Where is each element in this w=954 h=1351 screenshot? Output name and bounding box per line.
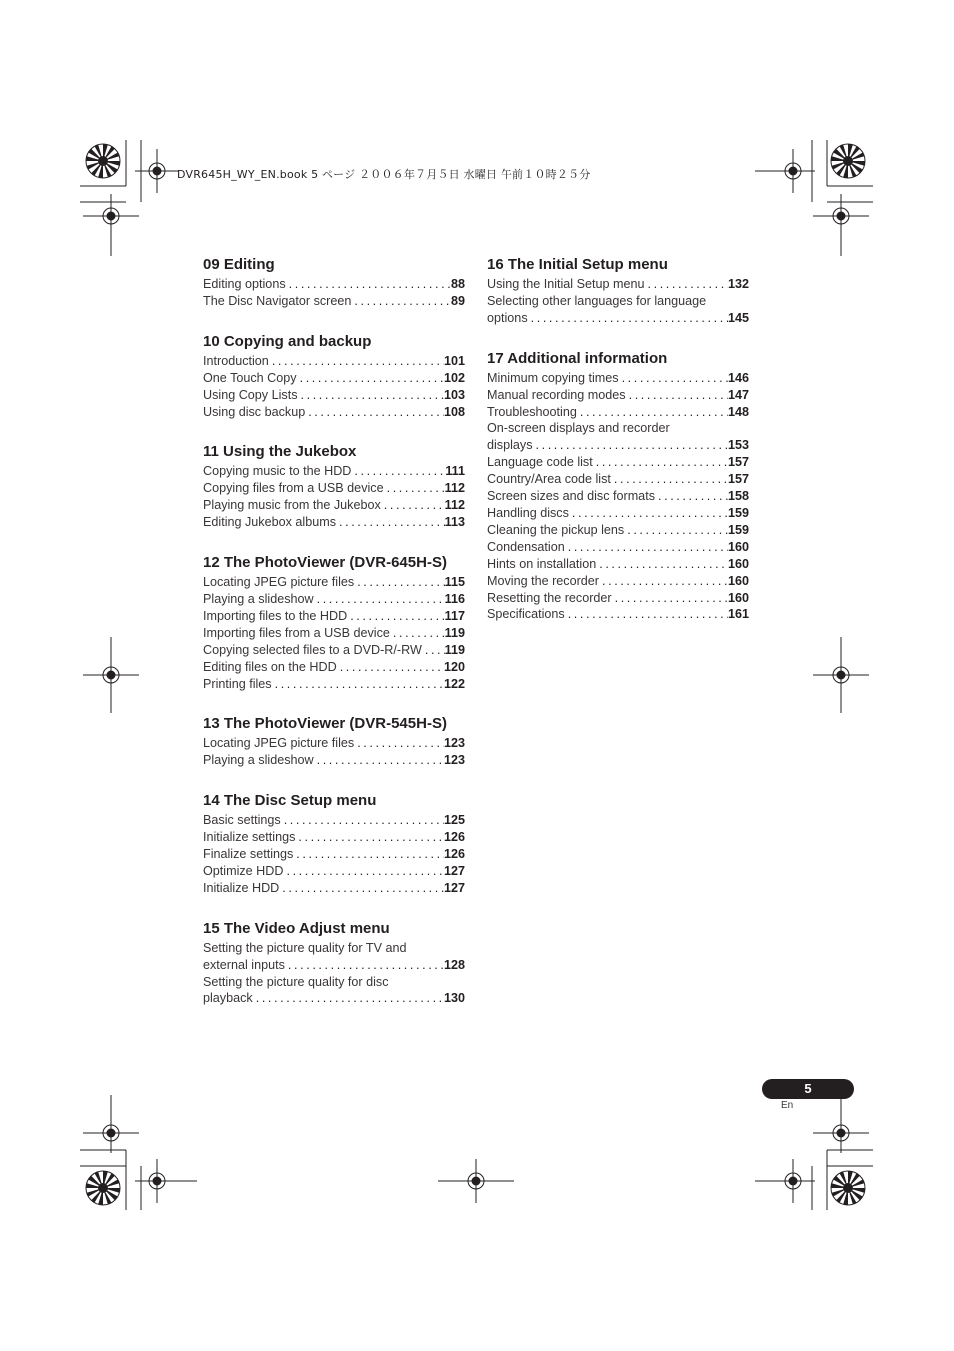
entry-label: Playing music from the Jukebox [203,498,381,513]
dot-leader [619,370,728,387]
toc-entry [487,590,749,607]
toc-entry [487,539,749,556]
page-language: En [781,1100,794,1111]
dot-leader [596,556,728,573]
entry-label: Using Copy Lists [203,387,298,402]
toc-entry [203,812,465,829]
toc-entry [203,497,465,514]
entry-page-number: 157 [727,472,749,487]
toc-entry [203,940,465,974]
dot-leader [314,752,444,769]
section-title: 11 Using the Jukebox [203,443,357,461]
entry-page-number: 101 [443,353,465,368]
dot-leader [314,591,445,608]
entry-label: Locating JPEG picture files [203,736,355,751]
entry-label: Editing options [203,277,286,291]
entry-label: One Touch Copy [203,370,297,385]
entry-label-line1: Setting the picture quality for disc [203,974,389,989]
dot-leader [269,353,444,370]
entry-label: Using the Initial Setup menu [487,277,645,291]
entry-page-number: 148 [727,404,749,419]
toc-entry [203,404,465,421]
toc-entry [203,608,465,625]
section-title: 12 The PhotoViewer (DVR-645H-S) [203,554,447,572]
toc-section [487,350,749,624]
toc-entry [203,829,465,846]
entry-page-number: 127 [443,880,465,895]
dot-leader [626,387,728,404]
toc-entry [203,387,465,404]
page-number-badge: 5 [762,1079,854,1099]
toc-entry [487,488,749,505]
toc-entry [203,514,465,531]
entry-label: Handling discs [487,505,569,520]
entry-label: Editing files on the HDD [203,659,337,674]
toc-section [203,920,465,1008]
toc-section [203,256,465,310]
entry-label: options [487,310,528,325]
entry-page-number: 157 [727,455,749,470]
dot-leader [295,829,444,846]
entry-label: Minimum copying times [487,370,619,385]
toc-section [203,443,465,531]
entry-page-number: 103 [443,387,465,402]
dot-leader [253,990,444,1007]
dot-leader [293,846,444,863]
entry-page-number: 158 [727,489,749,504]
entry-page-number: 122 [443,676,465,691]
entry-page-number: 119 [444,625,465,640]
entry-label: Manual recording modes [487,387,626,402]
toc-left-column [203,256,465,1030]
toc-entry [203,276,465,293]
entry-label: Finalize settings [203,847,294,862]
dot-leader [337,659,444,676]
entry-label: Using disc backup [203,404,306,419]
entry-label: Specifications [487,607,565,622]
entry-page-number: 123 [443,736,465,751]
dot-leader [645,276,728,293]
toc-section [203,792,465,897]
entry-label: Basic settings [203,813,281,828]
toc-section [203,333,465,421]
entry-label: Optimize HDD [203,863,284,878]
entry-page-number: 127 [443,863,465,878]
entry-label: The Disc Navigator screen [203,293,352,308]
toc-entry [203,974,465,1008]
entry-label: Editing Jukebox albums [203,515,337,530]
dot-leader [565,606,728,623]
toc-entry [487,454,749,471]
entry-label: Initialize settings [203,830,296,845]
section-title: 09 Editing [203,256,275,273]
entry-label: Resetting the recorder [487,590,612,605]
entry-page-number: 113 [444,515,465,530]
section-title: 15 The Video Adjust menu [203,919,390,937]
entry-page-number: 126 [443,847,465,862]
entry-page-number: 112 [444,481,465,496]
toc-entry [203,676,465,693]
toc-entry [487,556,749,573]
toc-entry [203,463,465,480]
entry-label: Copying files from a USB device [203,481,384,496]
entry-page-number: 116 [444,591,465,606]
toc-entry [487,404,749,421]
toc-entry [203,880,465,897]
file-header-line: DVR645H_WY_EN.book 5 ページ ２００６年７月５日 水曜日 午前１０時２５分 [177,168,591,181]
toc-right-column [487,256,749,646]
toc-entry [487,420,749,454]
entry-label: Screen sizes and disc formats [487,489,655,504]
toc-entry [487,522,749,539]
toc-entry [487,293,749,327]
toc-entry [203,735,465,752]
entry-label: Initialize HDD [203,880,280,895]
entry-page-number: 123 [443,753,465,768]
entry-page-number: 160 [727,539,749,554]
dot-leader [381,497,445,514]
entry-label: Troubleshooting [487,404,577,419]
entry-label: displays [487,438,533,453]
entry-page-number: 88 [450,277,465,291]
entry-label: Country/Area code list [487,472,611,487]
dot-leader [612,590,728,607]
dot-leader [279,880,444,897]
entry-page-number: 126 [443,830,465,845]
entry-page-number: 117 [444,608,465,623]
entry-page-number: 120 [443,659,465,674]
entry-page-number: 146 [727,370,749,385]
entry-label: Playing a slideshow [203,753,314,768]
dot-leader [565,539,728,556]
entry-label: playback [203,991,253,1006]
entry-page-number: 111 [445,464,465,479]
entry-label: external inputs [203,957,285,972]
dot-leader [611,471,728,488]
toc-entry [487,606,749,623]
toc-entry [487,387,749,404]
dot-leader [384,480,445,497]
dot-leader [336,514,445,531]
dot-leader [286,276,451,293]
dot-leader [351,293,451,310]
dot-leader [624,522,728,539]
entry-page-number: 160 [727,556,749,571]
entry-label: Copying music to the HDD [203,464,352,479]
toc-entry [203,574,465,591]
toc-entry [203,659,465,676]
entry-label: Cleaning the pickup lens [487,522,625,537]
dot-leader [354,574,444,591]
entry-label: Printing files [203,676,272,691]
entry-label-line1: Selecting other languages for language [487,293,707,308]
dot-leader [351,463,445,480]
entry-label: Introduction [203,353,269,368]
dot-leader [577,404,728,421]
entry-page-number: 145 [727,310,749,325]
toc-entry [203,625,465,642]
section-title: 16 The Initial Setup menu [487,256,668,273]
section-title: 13 The PhotoViewer (DVR-545H-S) [203,715,447,733]
toc-entry [203,293,465,310]
toc-entry [487,370,749,387]
toc-entry [203,846,465,863]
entry-label: Language code list [487,455,593,470]
entry-page-number: 115 [444,575,465,590]
entry-page-number: 119 [444,642,465,657]
toc-entry [203,370,465,387]
dot-leader [390,625,445,642]
toc-entry [487,573,749,590]
entry-page-number: 125 [443,813,465,828]
entry-label: Moving the recorder [487,573,599,588]
entry-page-number: 102 [443,370,465,385]
entry-label: Importing files to the HDD [203,608,348,623]
section-title: 14 The Disc Setup menu [203,792,377,810]
entry-page-number: 108 [443,404,465,419]
toc-section [203,554,465,692]
entry-label: Copying selected files to a DVD-R/-RW [203,642,422,657]
entry-page-number: 160 [727,573,749,588]
dot-leader [569,505,728,522]
entry-label: Locating JPEG picture files [203,575,355,590]
entry-label: Hints on installation [487,556,597,571]
entry-page-number: 159 [727,505,749,520]
dot-leader [281,812,444,829]
toc-entry [487,276,749,293]
dot-leader [422,642,445,659]
toc-entry [487,471,749,488]
entry-page-number: 159 [727,522,749,537]
dot-leader [347,608,444,625]
entry-page-number: 160 [727,590,749,605]
toc-entry [203,642,465,659]
dot-leader [297,370,444,387]
dot-leader [285,957,444,974]
toc-entry [203,480,465,497]
dot-leader [528,310,728,327]
toc-entry [203,591,465,608]
entry-page-number: 132 [727,277,749,291]
entry-page-number: 161 [727,607,749,622]
toc-entry [487,505,749,522]
toc-entry [203,752,465,769]
entry-page-number: 128 [443,957,465,972]
dot-leader [272,676,444,693]
entry-label-line1: Setting the picture quality for TV and [203,940,407,955]
entry-page-number: 112 [444,498,465,513]
entry-label-line1: On-screen displays and recorder [487,421,670,436]
entry-label: Playing a slideshow [203,591,314,606]
dot-leader [283,863,444,880]
entry-page-number: 130 [443,991,465,1006]
toc-entry [203,863,465,880]
toc-section [487,256,749,327]
section-title: 10 Copying and backup [203,332,372,350]
section-title: 17 Additional information [487,349,668,367]
entry-page-number: 89 [450,293,465,308]
dot-leader [655,488,728,505]
dot-leader [354,735,444,752]
dot-leader [599,573,728,590]
dot-leader [593,454,728,471]
entry-page-number: 147 [727,387,749,402]
entry-page-number: 153 [727,438,749,453]
entry-label: Condensation [487,539,565,554]
dot-leader [533,437,728,454]
entry-label: Importing files from a USB device [203,625,390,640]
toc-section [203,715,465,769]
toc-entry [203,353,465,370]
dot-leader [305,404,444,421]
dot-leader [298,387,444,404]
